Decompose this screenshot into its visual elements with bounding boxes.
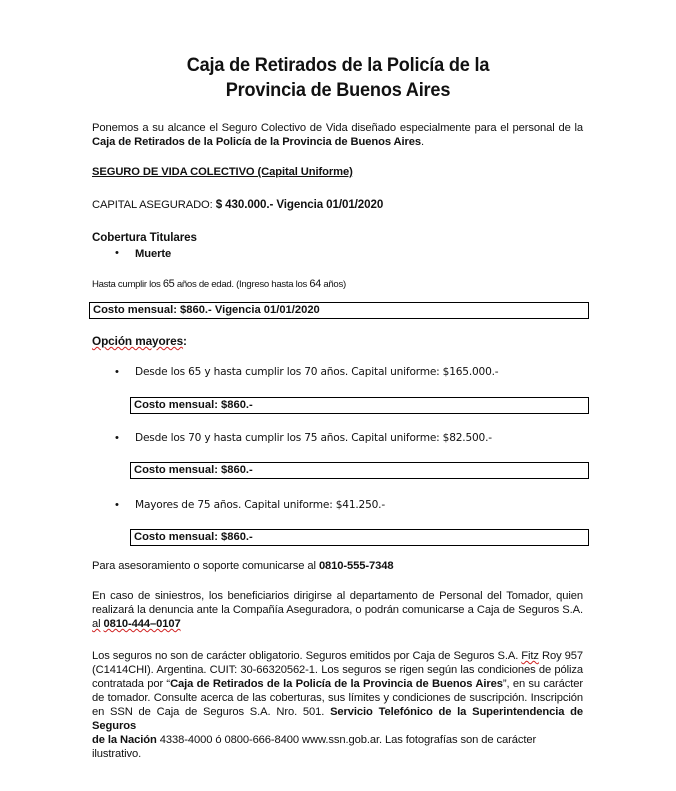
section-heading: SEGURO DE VIDA COLECTIVO (Capital Uniforme)	[92, 166, 353, 178]
legal-bold: Servicio Telefónico de la Superintendencia de Seguros	[92, 706, 584, 732]
intro-bold-org: Caja de Retirados de la Policía de la Provincia de Buenos Aires	[92, 136, 422, 148]
legal-text: contratada por “	[92, 678, 171, 690]
legal-line	[92, 649, 583, 663]
legal-text: ”, en su carácter	[502, 678, 583, 690]
siniestros-line: realizará la denuncia ante la Compañía Aseguradora, o podrán comunicarse a Caja de Seguros S.A.	[92, 604, 583, 616]
option-cost: Costo mensual: $860.-	[134, 531, 253, 543]
opcion-heading-text: Opción mayores	[92, 334, 184, 348]
legal-paragraph	[92, 649, 583, 761]
option-cost: Costo mensual: $860.-	[134, 464, 253, 476]
legal-text: Roy 957	[538, 650, 583, 662]
siniestros-al: al	[92, 618, 101, 630]
siniestros-line: En caso de siniestros, los beneficiarios dirigirse al departamento de Personal del Tomador, quien	[92, 590, 583, 602]
bullet-icon: •	[115, 432, 119, 444]
cobertura-heading: Cobertura Titulares	[92, 231, 197, 244]
option-text: Mayores de 75 años. Capital uniforme: $41.250.-	[135, 499, 385, 511]
support-text: Para asesoramiento o soporte comunicarse al	[92, 560, 319, 572]
legal-line	[92, 733, 583, 761]
capital-asegurado	[92, 198, 383, 212]
option-text: Desde los 70 y hasta cumplir los 75 años. Capital uniforme: $82.500.-	[135, 432, 492, 444]
age-note	[92, 277, 346, 292]
age-note-number: 65	[162, 278, 175, 290]
siniestros-line	[92, 617, 583, 631]
age-note-part: años de edad. (Ingreso hasta los	[174, 279, 310, 290]
legal-line	[92, 677, 583, 691]
title-line-1: Caja de Retirados de la Policía de la	[186, 54, 490, 76]
age-note-number: 64	[309, 278, 321, 290]
bullet-icon: •	[115, 499, 119, 511]
legal-bold: de la Nación	[92, 734, 157, 746]
legal-line: de tomador. Consulte acerca de las coberturas, sus límites y condiciones de suscripción. Inscripción	[92, 692, 583, 704]
support-phone: 0810-555-7348	[318, 560, 394, 572]
capital-label: CAPITAL ASEGURADO:	[92, 199, 213, 211]
opcion-heading	[92, 334, 187, 348]
legal-text: Los seguros no son de carácter obligatorio. Seguros emitidos por Caja de Seguros S.A.	[92, 650, 522, 662]
capital-value: $ 430.000.- Vigencia 01/01/2020	[215, 198, 384, 211]
intro-end: .	[421, 136, 425, 148]
option-cost-box	[130, 462, 589, 479]
intro-text: Ponemos a su alcance el Seguro Colectivo de Vida diseñado especialmente para el personal de la	[92, 122, 583, 134]
cobertura-item: Muerte	[135, 248, 172, 260]
legal-text: 4338-4000 ó 0800-666-8400 www.ssn.gob.ar. Las fotografías son de carácter ilustrativo.	[92, 734, 537, 760]
age-note-part: años)	[321, 279, 346, 290]
option-cost-box	[130, 529, 589, 546]
option-text: Desde los 65 y hasta cumplir los 70 años. Capital uniforme: $165.000.-	[135, 366, 499, 378]
legal-text: en SSN de Caja de Seguros S.A. Nro. 501.	[92, 706, 331, 718]
legal-line: (C1414CHI). Argentina. CUIT: 30-66320562-1. Los seguros se rigen según las condiciones de póliza	[92, 664, 583, 676]
legal-text: Fitz	[521, 650, 539, 662]
bullet-icon: •	[115, 366, 119, 378]
costo-titulares: Costo mensual: $860.- Vigencia 01/01/2020	[93, 304, 320, 316]
option-cost-box	[130, 397, 589, 414]
option-cost: Costo mensual: $860.-	[134, 399, 253, 411]
legal-line	[92, 705, 583, 733]
intro-paragraph	[92, 121, 583, 149]
opcion-heading-colon: :	[183, 334, 187, 348]
siniestros-phone: 0810-444–0107	[103, 618, 181, 630]
support-line	[92, 559, 394, 573]
bullet-icon: •	[115, 247, 119, 259]
title-line-2: Provincia de Buenos Aires	[225, 79, 451, 101]
legal-bold: Caja de Retirados de la Policía de la Provincia de Buenos Aires	[170, 678, 503, 690]
age-note-part: Hasta cumplir los	[92, 279, 163, 290]
siniestros-paragraph	[92, 589, 583, 631]
costo-titulares-box	[89, 302, 589, 319]
